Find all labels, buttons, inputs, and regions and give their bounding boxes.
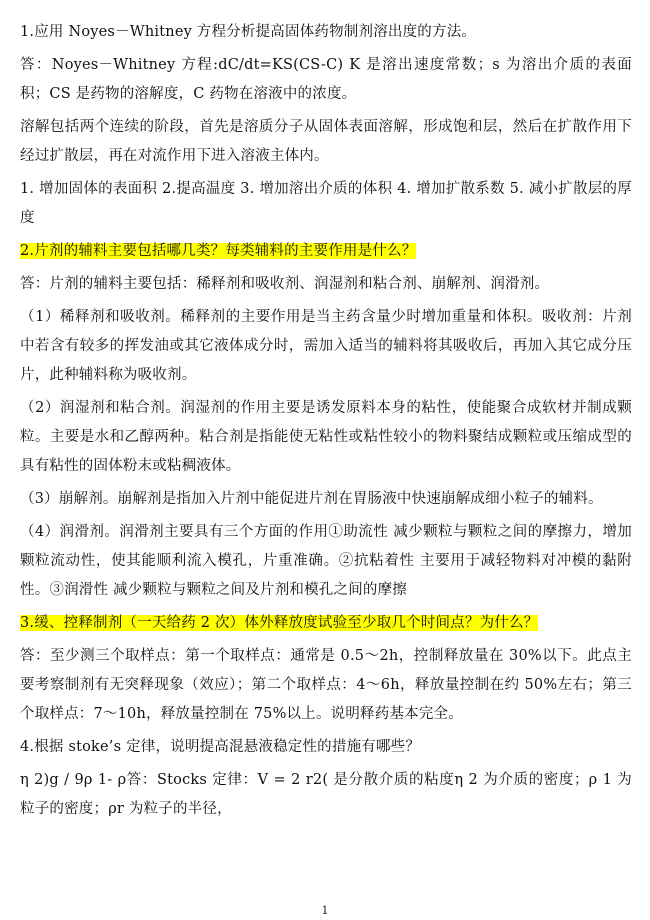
highlighted-question: 2.片剂的辅料主要包括哪几类？每类辅料的主要作用是什么？ (20, 243, 417, 259)
document-page (20, 18, 632, 824)
answer-1-methods: 1. 增加固体的表面积 2.提高温度 3. 增加溶出介质的体积 4. 增加扩散系数 5. 减小扩散层的厚度 (20, 181, 632, 226)
answer-2-diluents: （1）稀释剂和吸收剂。稀释剂的主要作用是当主药含量少时增加重量和体积。吸收剂：片剂中若含有较多的挥发油或其它液体成分时，需加入适当的辅料将其吸收后，再加入其它成分压片，此种辅料称为吸收剂。 (20, 309, 632, 383)
question-3-heading (20, 609, 632, 638)
answer-2-disintegrants: （3）崩解剂。崩解剂是指加入片剂中能促进片剂在胃肠液中快速崩解成细小粒子的辅料。 (20, 491, 603, 507)
answer-2-summary: 答：片剂的辅料主要包括：稀释剂和吸收剂、润湿剂和粘合剂、崩解剂、润滑剂。 (20, 276, 550, 292)
question-1-heading: 1.应用 Noyes－Whitney 方程分析提高固体药物制剂溶出度的方法。 (20, 24, 477, 40)
question-4-heading: 4.根据 stoke’s 定律，说明提高混悬液稳定性的措施有哪些？ (20, 739, 421, 755)
answer-2-lubricants: （4）润滑剂。润滑剂主要具有三个方面的作用①助流性 减少颗粒与颗粒之间的摩擦力，增加颗粒流动性，使其能顺利流入模孔，片重准确。②抗粘着性 主要用于减轻物料对冲模的黏附性。③润滑性 减少颗粒与颗粒之间及片剂和模孔之间的摩擦 (20, 524, 632, 598)
page-number: 1 (321, 904, 329, 917)
highlighted-question: 3.缓、控释制剂（一天给药 2 次）体外释放度试验至少取几个时间点？为什么？ (20, 615, 539, 631)
answer-1-equation: 答：Noyes－Whitney 方程:dC/dt=KS(CS-C) K 是溶出速度常数；s 为溶出介质的表面积；CS 是药物的溶解度，C 药物在溶液中的浓度。 (20, 57, 632, 102)
answer-2-binders: （2）润湿剂和粘合剂。润湿剂的作用主要是诱发原料本身的粘性，使能聚合成软材并制成颗粒。主要是水和乙醇两种。粘合剂是指能使无粘性或粘性较小的物料聚结成颗粒或压缩成型的具有粘性的固体粉末或粘稠液体。 (20, 400, 632, 474)
answer-4-stokes-law: η 2)g / 9ρ 1- ρ答：Stocks 定律：V = 2 r2( 是分散介质的粘度η 2 为介质的密度；ρ 1 为粒子的密度；ρr 为粒子的半径， (20, 772, 632, 817)
answer-3-sampling-points: 答：至少测三个取样点：第一个取样点：通常是 0.5～2h，控制释放量在 30%以下。此点主要考察制剂有无突释现象（效应）；第二个取样点：4～6h，释放量控制在约 50%左右；第三个取样点：7～10h，释放量控制在 75%以上。说明释药基本完全。 (20, 648, 632, 722)
answer-1-dissolution-stages: 溶解包括两个连续的阶段，首先是溶质分子从固体表面溶解，形成饱和层，然后在扩散作用下经过扩散层，再在对流作用下进入溶液主体内。 (20, 119, 632, 164)
question-2-heading (20, 237, 632, 266)
